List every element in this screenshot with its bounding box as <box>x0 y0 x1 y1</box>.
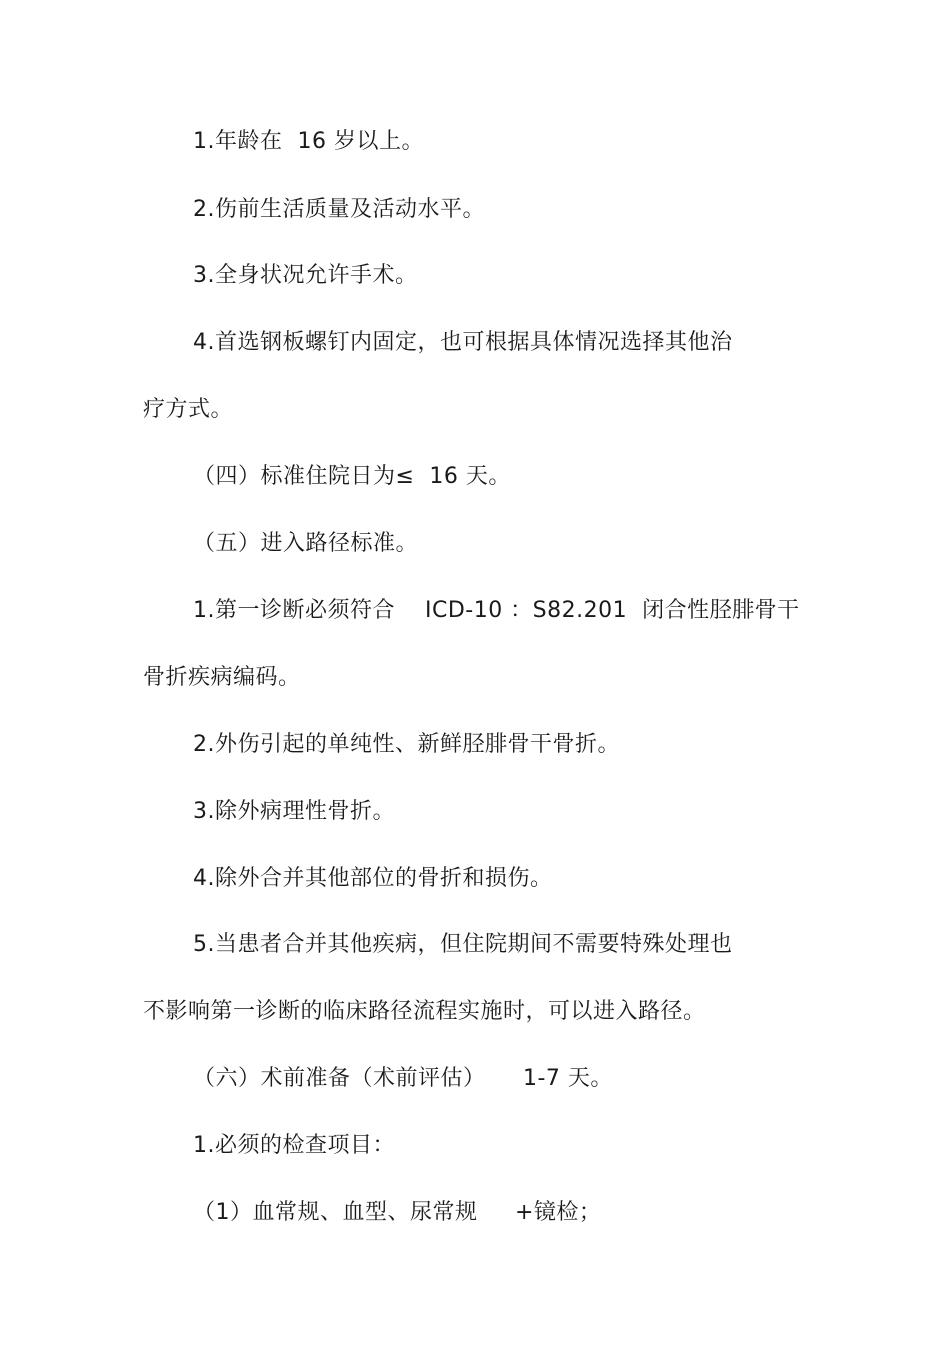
section-heading-hospital-stay: （四）标准住院日为≤ 16 天。 <box>193 464 511 489</box>
text-line-age: 1.年龄在 16 岁以上。 <box>193 129 424 154</box>
text-line-pre-injury: 2.伤前生活质量及活动水平。 <box>193 197 485 222</box>
text-line-trauma-fracture: 2.外伤引起的单纯性、新鲜胫腓骨干骨折。 <box>193 732 620 757</box>
section-heading-preop-prep: （六）术前准备（术前评估） 1-7 天。 <box>193 1066 613 1091</box>
text-line-fixation-choice-cont: 疗方式。 <box>143 397 234 422</box>
text-line-blood-urine-tests: （1）血常规、血型、尿常规 +镜检； <box>193 1200 602 1225</box>
section-heading-pathway-criteria: （五）进入路径标准。 <box>193 531 419 556</box>
text-line-comorbidity-cont: 不影响第一诊断的临床路径流程实施时，可以进入路径。 <box>143 999 706 1024</box>
text-line-required-exams: 1.必须的检查项目： <box>193 1133 395 1158</box>
text-line-comorbidity: 5.当患者合并其他疾病，但住院期间不需要特殊处理也 <box>193 932 733 957</box>
text-line-exclude-pathologic: 3.除外病理性骨折。 <box>193 799 395 824</box>
text-line-diagnosis-code: 1.第一诊断必须符合 ICD-10 ：S82.201 闭合性胫腓骨干 <box>193 598 800 623</box>
text-line-general-condition: 3.全身状况允许手术。 <box>193 263 418 288</box>
text-line-exclude-other-injury: 4.除外合并其他部位的骨折和损伤。 <box>193 866 553 891</box>
text-line-diagnosis-code-cont: 骨折疾病编码。 <box>143 665 301 690</box>
text-line-fixation-choice: 4.首选钢板螺钉内固定，也可根据具体情况选择其他治 <box>193 330 733 355</box>
